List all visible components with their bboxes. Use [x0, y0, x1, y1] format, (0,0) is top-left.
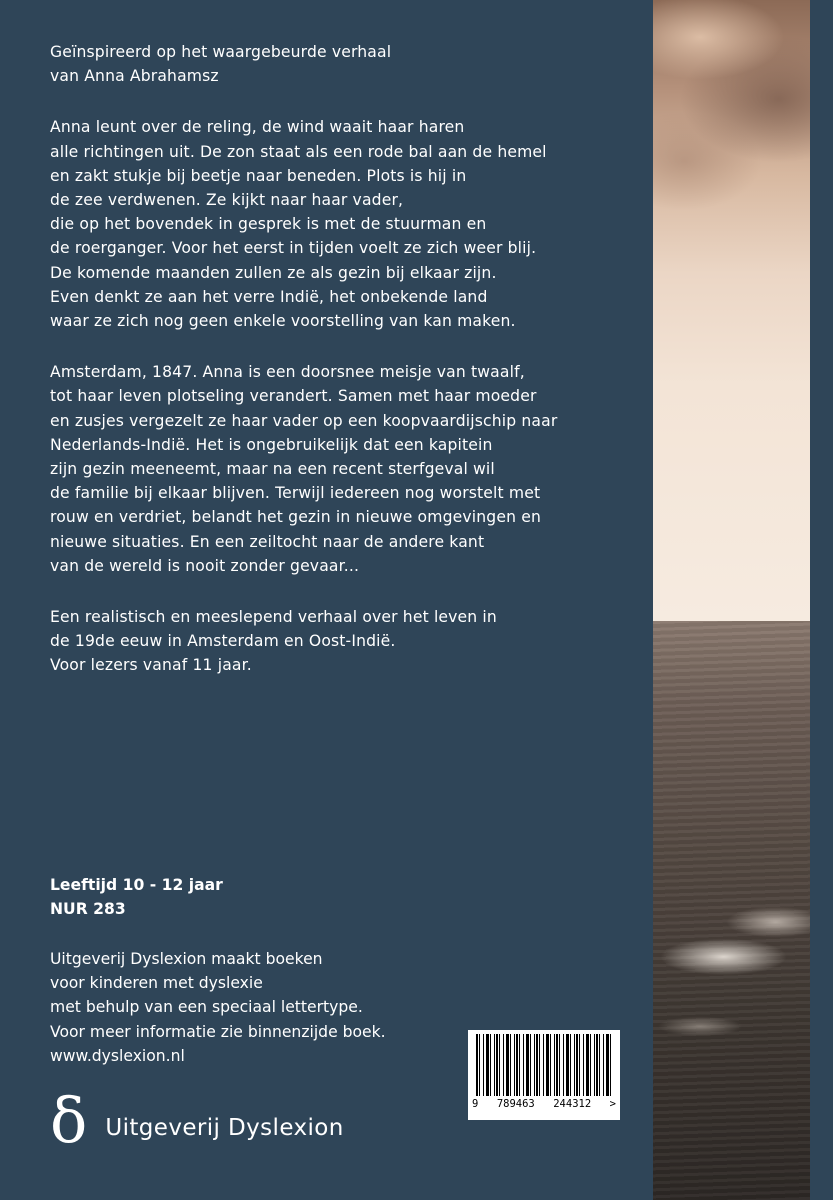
publisher-info-line: voor kinderen met dyslexie	[50, 974, 263, 993]
paragraph-line: Anna leunt over de reling, de wind waait haar haren	[50, 118, 465, 137]
publisher-info	[50, 947, 386, 1068]
publisher-name: Uitgeverij Dyslexion	[105, 1115, 344, 1141]
paragraph-line: waar ze zich nog geen enkele voorstelling van kan maken.	[50, 312, 516, 331]
paragraph-line: die op het bovendek in gesprek is met de stuurman en	[50, 215, 487, 234]
paragraph-line: Nederlands-Indië. Het is ongebruikelijk dat een kapitein	[50, 435, 493, 454]
publisher-info-line: Voor meer informatie zie binnenzijde boek.	[50, 1022, 386, 1041]
barcode-digits	[472, 1098, 616, 1110]
paragraph-line: van de wereld is nooit zonder gevaar...	[50, 556, 360, 575]
paragraph-line: tot haar leven plotseling verandert. Samen met haar moeder	[50, 387, 537, 406]
sea-image	[653, 621, 810, 1200]
paragraph-2	[50, 360, 630, 578]
paragraph-line: Een realistisch en meeslepend verhaal over het leven in	[50, 608, 497, 627]
intro	[50, 40, 630, 88]
publisher-info-line: Uitgeverij Dyslexion maakt boeken	[50, 950, 323, 968]
barcode-digit-group: 789463	[496, 1098, 535, 1110]
paragraph-line: zijn gezin meeneemt, maar na een recent sterfgeval wil	[50, 460, 495, 479]
paragraph-3	[50, 605, 630, 678]
paragraph-line: en zusjes vergezelt ze haar vader op een koopvaardijschip naar	[50, 411, 558, 430]
paragraph-line: nieuwe situaties. En een zeiltocht naar de andere kant	[50, 532, 485, 551]
paragraph-line: Amsterdam, 1847. Anna is een doorsnee meisje van twaalf,	[50, 363, 525, 382]
age-range: Leeftijd 10 - 12 jaar	[50, 876, 223, 894]
cover-edge-strip	[810, 0, 833, 1200]
delta-logo-icon: δ	[50, 1084, 88, 1157]
sea-photo-strip	[653, 0, 810, 1200]
sky-image	[653, 0, 810, 621]
isbn-barcode	[468, 1030, 620, 1120]
nur-code: NUR 283	[50, 900, 126, 919]
paragraph-1	[50, 115, 630, 333]
barcode-digit-group: 244312	[553, 1098, 592, 1110]
book-meta	[50, 873, 223, 921]
barcode-bars	[476, 1034, 612, 1096]
paragraph-line: rouw en verdriet, belandt het gezin in nieuwe omgevingen en	[50, 508, 541, 527]
paragraph-line: alle richtingen uit. De zon staat als een rode bal aan de hemel	[50, 142, 547, 161]
paragraph-line: de familie bij elkaar blijven. Terwijl iedereen nog worstelt met	[50, 484, 541, 503]
barcode-digit-group: >	[609, 1098, 616, 1110]
intro-line: van Anna Abrahamsz	[50, 67, 219, 86]
paragraph-line: de zee verdwenen. Ze kijkt naar haar vader,	[50, 191, 404, 210]
publisher-info-line: met behulp van een speciaal lettertype.	[50, 998, 363, 1017]
back-cover-text	[50, 40, 630, 705]
paragraph-line: Even denkt ze aan het verre Indië, het onbekende land	[50, 287, 488, 306]
barcode-digit-group: 9	[472, 1098, 479, 1110]
paragraph-line: de 19de eeuw in Amsterdam en Oost-Indië.	[50, 632, 396, 651]
paragraph-line: De komende maanden zullen ze als gezin bij elkaar zijn.	[50, 263, 497, 282]
paragraph-line: en zakt stukje bij beetje naar beneden. Plots is hij in	[50, 166, 467, 185]
paragraph-line: Voor lezers vanaf 11 jaar.	[50, 656, 252, 675]
intro-line: Geïnspireerd op het waargebeurde verhaal	[50, 43, 392, 61]
paragraph-line: de roerganger. Voor het eerst in tijden voelt ze zich weer blij.	[50, 239, 537, 258]
website-link[interactable]: www.dyslexion.nl	[50, 1046, 185, 1065]
publisher-logo	[50, 1084, 344, 1157]
